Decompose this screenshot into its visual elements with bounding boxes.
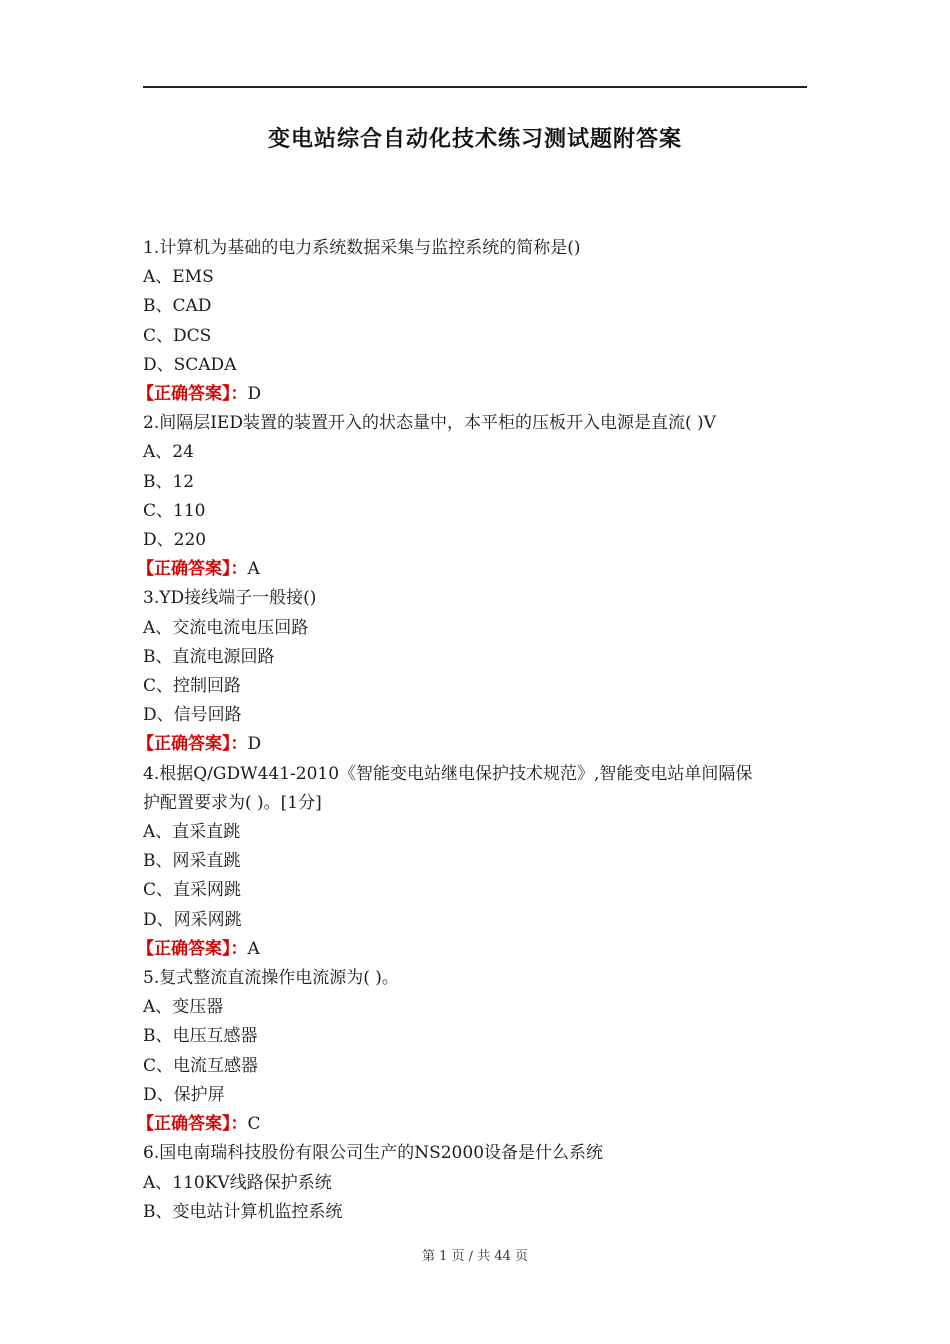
answer-label: 【正确答案】： [137,384,248,405]
question-4-line-2: 护配置要求为( )。[1分] [143,792,322,813]
option-4a: A、直采直跳 [143,822,241,843]
option-3d: D、信号回路 [143,705,242,726]
answer-value-1: D [247,384,262,405]
option-3c: C、控制回路 [143,676,242,697]
answer-value-2: A [247,559,260,580]
option-2a: A、24 [143,442,194,463]
option-2d: D、220 [143,530,207,551]
option-3b: B、直流电源回路 [143,646,275,667]
question-3: 3.YD接线端子一般接() [143,588,317,609]
question-1: 1.计算机为基础的电力系统数据采集与监控系统的简称是() [143,238,581,258]
answer-row-1 [137,380,807,409]
option-6a: A、110KV线路保护系统 [143,1172,332,1193]
answer-row-2 [137,555,807,584]
answer-value-3: D [247,734,262,755]
option-1a: A、EMS [143,267,214,288]
question-2: 2.间隔层IED装置的装置开入的状态量中，本平柜的压板开入电源是直流( )V [143,413,716,434]
question-list [137,234,807,1227]
option-3a: A、交流电流电压回路 [143,617,309,638]
option-1c: C、DCS [143,325,212,346]
option-5d: D、保护屏 [143,1084,225,1105]
option-4c: C、直采网跳 [143,880,242,901]
question-6: 6.国电南瑞科技股份有限公司生产的NS2000设备是什么系统 [143,1143,604,1164]
answer-value-4: A [247,938,260,959]
option-2b: B、12 [143,471,195,492]
option-1d: D、SCADA [143,354,237,375]
answer-row-3 [137,730,807,759]
option-1b: B、CAD [143,296,212,317]
question-5: 5.复式整流直流操作电流源为( )。 [143,968,399,989]
answer-row-5 [137,1110,807,1139]
page-title: 变电站综合自动化技术练习测试题附答案 [267,127,682,152]
option-4b: B、网采直跳 [143,851,241,872]
answer-label: 【正确答案】： [137,938,248,959]
answer-label: 【正确答案】： [137,1114,248,1135]
header-rule [143,86,807,88]
option-5b: B、电压互感器 [143,1026,258,1047]
option-5a: A、变压器 [143,997,224,1018]
answer-label: 【正确答案】： [137,559,248,580]
option-2c: C、110 [143,500,206,521]
page-footer: 第 1 页 / 共 44 页 [422,1249,528,1264]
option-4d: D、网采网跳 [143,909,242,930]
answer-value-5: C [247,1114,261,1135]
question-4-line-1: 4.根据Q/GDW441-2010《智能变电站继电保护技术规范》,智能变电站单间隔保 [143,763,753,784]
option-5c: C、电流互感器 [143,1055,259,1076]
option-6b: B、变电站计算机监控系统 [143,1201,343,1222]
answer-label: 【正确答案】： [137,734,248,755]
answer-row-4 [137,935,807,964]
